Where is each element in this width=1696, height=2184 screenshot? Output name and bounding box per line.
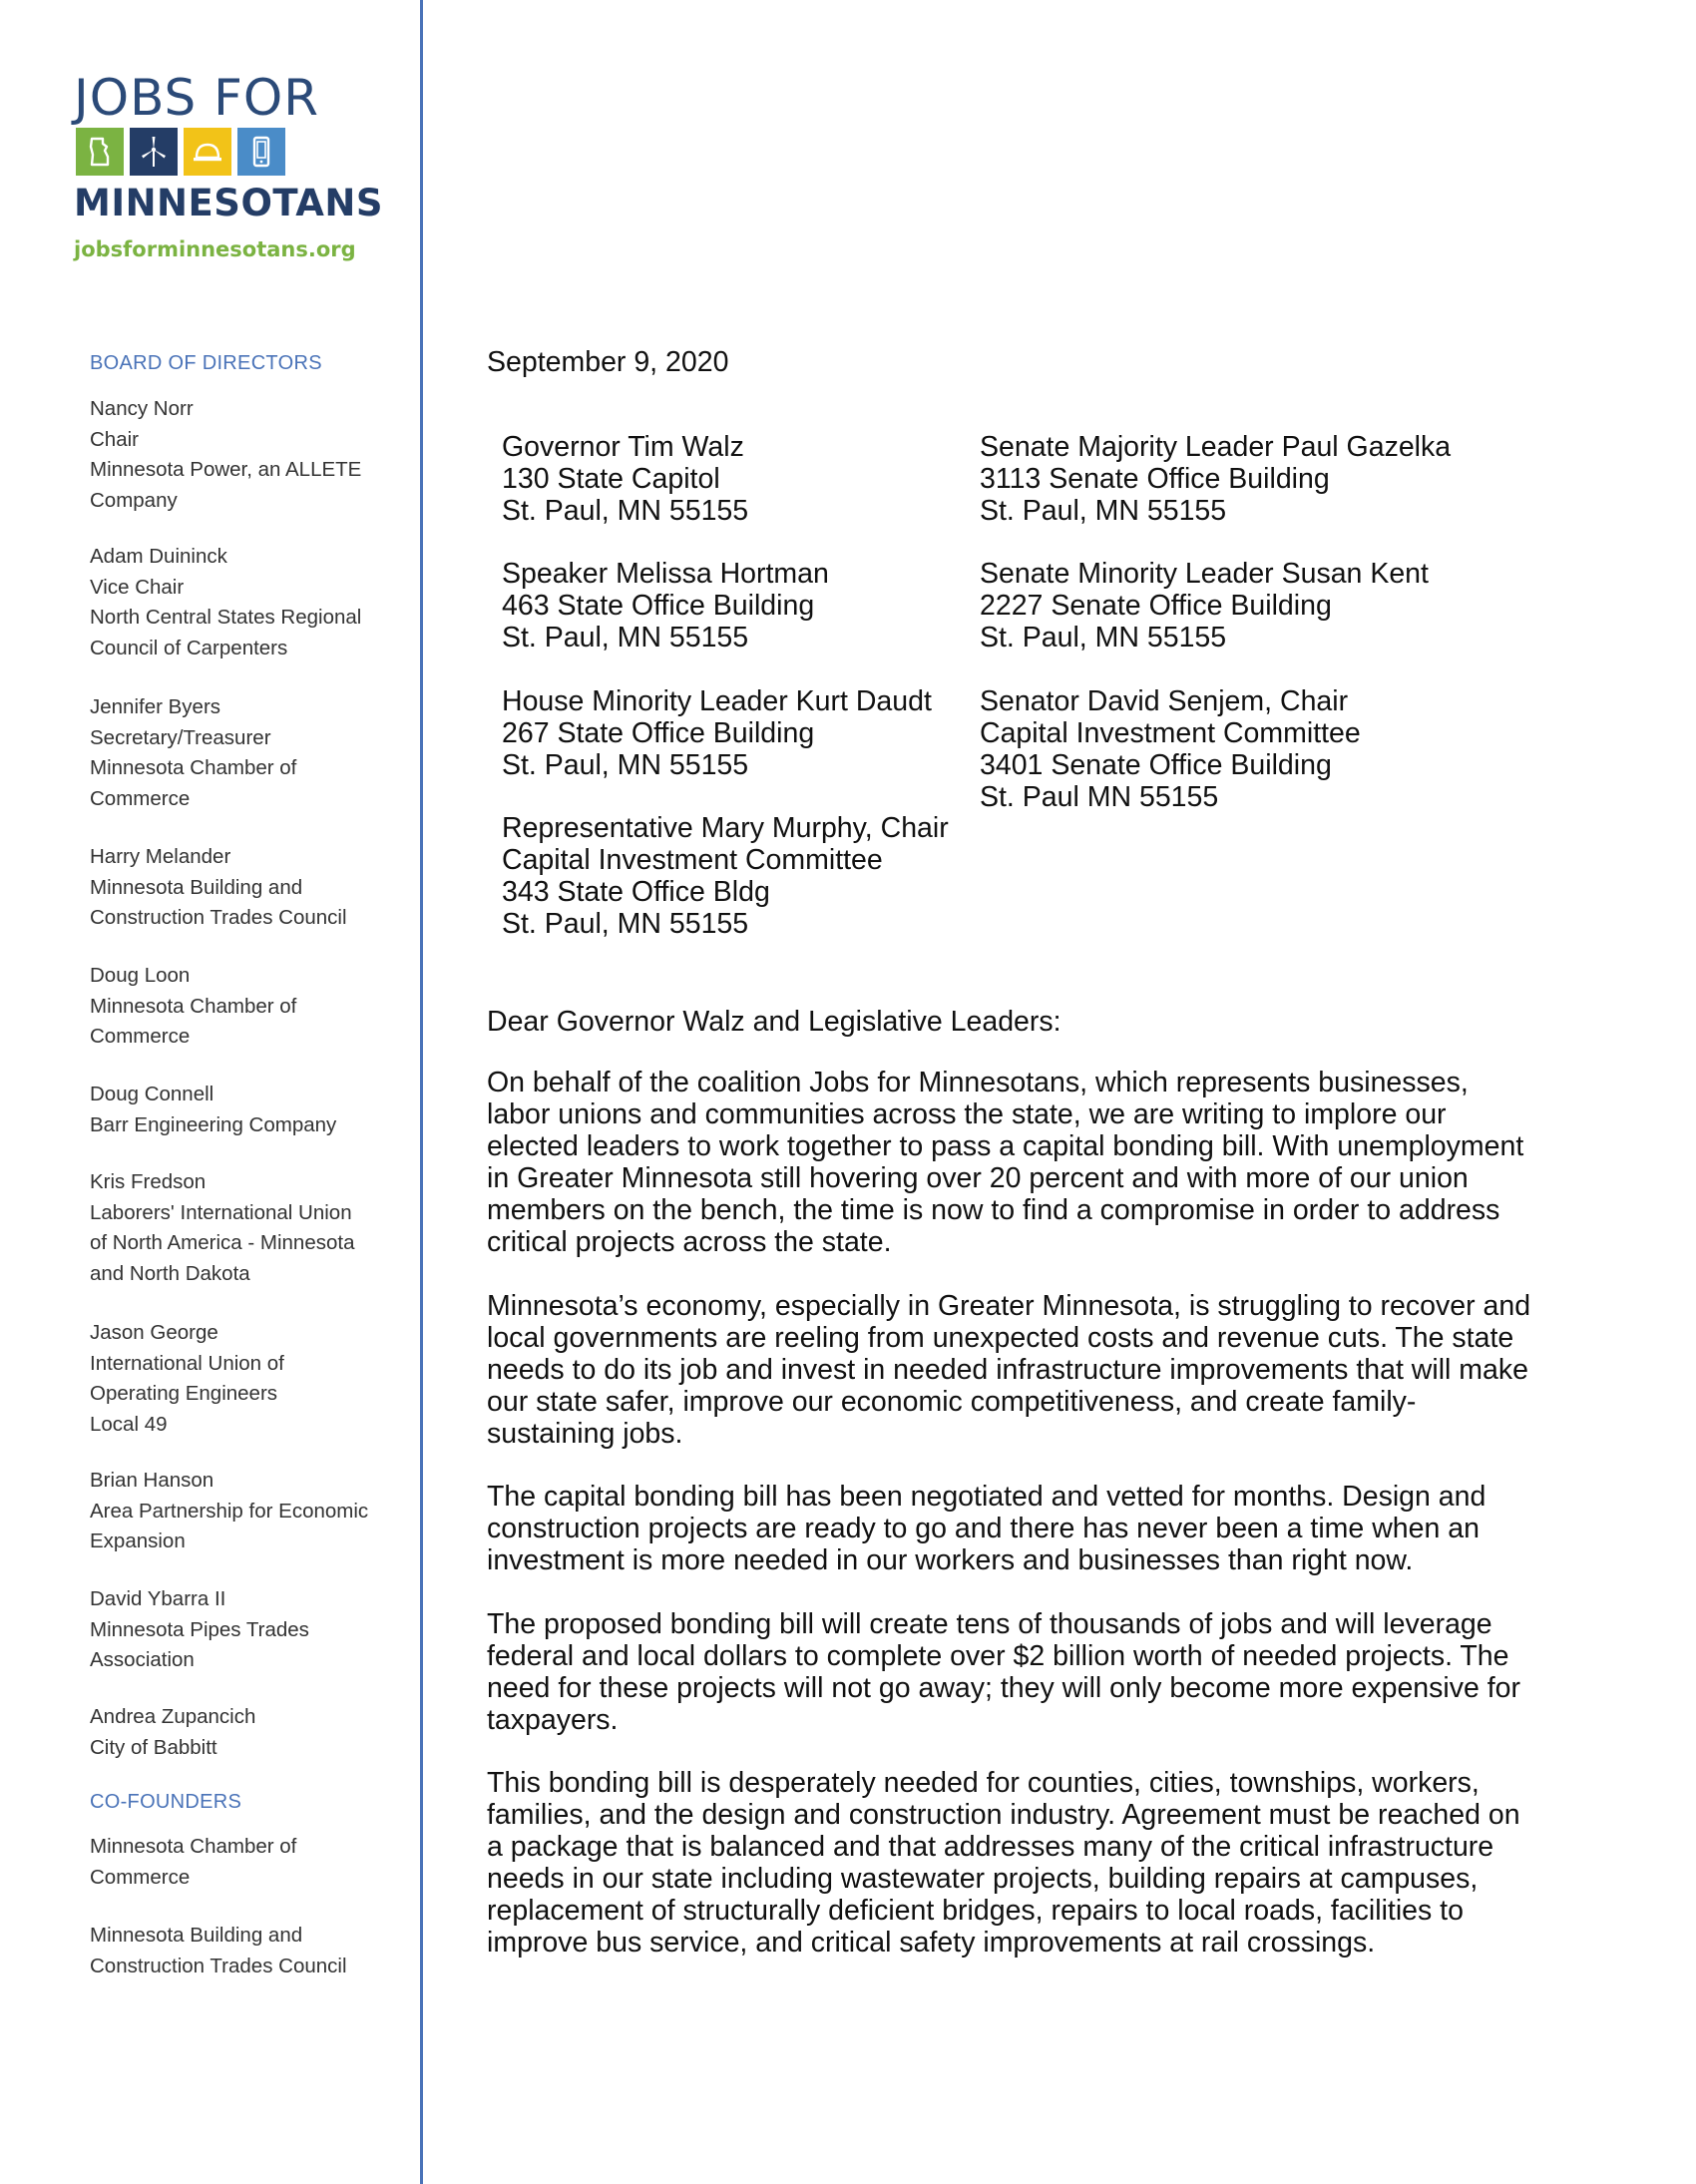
- cofounder: Minnesota Chamber of Commerce: [90, 1835, 297, 1889]
- board-member: Nancy Norr Chair Minnesota Power, an ALLETE Company: [90, 397, 362, 512]
- logo-tiles: [76, 128, 353, 176]
- mobile-phone-icon: [237, 128, 285, 176]
- address-block: Governor Tim Walz 130 State Capitol St. Paul, MN 55155: [502, 431, 749, 527]
- cofounder: Minnesota Building and Construction Trades Council: [90, 1924, 347, 1977]
- board-member: Doug Loon Minnesota Chamber of Commerce: [90, 964, 297, 1049]
- body-paragraph: The proposed bonding bill will create tens of thousands of jobs and will leverage federal and local dollars to complete over $2 billion worth of needed projects. The need for these projects will not go away; they will only become more expensive for taxpayers.: [487, 1608, 1521, 1736]
- address-block: Speaker Melissa Hortman 463 State Office Building St. Paul, MN 55155: [502, 558, 829, 654]
- body-paragraph: Minnesota’s economy, especially in Greater Minnesota, is struggling to recover and local governments are reeling from unexpected costs and revenue cuts. The state needs to do its job and invest in needed infrastructure improvements that will make our state safer, improve our economic competitiveness, and create family- sustaining jobs.: [487, 1290, 1531, 1450]
- address-block: Senate Minority Leader Susan Kent 2227 Senate Office Building St. Paul, MN 55155: [980, 558, 1429, 654]
- board-member: Jason George International Union of Operating Engineers Local 49: [90, 1321, 284, 1436]
- salutation: Dear Governor Walz and Legislative Leaders:: [487, 1006, 1061, 1038]
- cofounders-heading: CO-FOUNDERS: [90, 1791, 242, 1813]
- letter-date: September 9, 2020: [487, 346, 729, 378]
- wind-turbine-icon: [130, 128, 178, 176]
- board-member: Harry Melander Minnesota Building and Construction Trades Council: [90, 845, 347, 930]
- jobs-for-minnesotans-logo: [74, 69, 384, 261]
- minnesota-state-icon: [76, 128, 124, 176]
- body-paragraph: On behalf of the coalition Jobs for Minnesotans, which represents businesses, labor unions and communities across the state, we are writing to implore our elected leaders to work together to pass a capital bonding bill. With unemployment in Greater Minnesota still hovering over 20 percent and with more of our union members on the bench, the time is now to find a compromise in order to address critical projects across the state.: [487, 1067, 1524, 1258]
- board-member: Andrea Zupancich City of Babbitt: [90, 1705, 256, 1759]
- hard-hat-icon: [184, 128, 231, 176]
- address-block: Senator David Senjem, Chair Capital Investment Committee 3401 Senate Office Building St. Paul MN 55155: [980, 685, 1361, 813]
- board-member: Brian Hanson Area Partnership for Economic Expansion: [90, 1469, 369, 1553]
- address-block: Senate Majority Leader Paul Gazelka 3113 Senate Office Building St. Paul, MN 55155: [980, 431, 1452, 527]
- body-paragraph: This bonding bill is desperately needed for counties, cities, townships, workers, families, and the design and construction industry. Agreement must be reached on a package that is balanced and that addresses many of the critical infrastructure needs in our state including wastewater projects, building repairs at campuses, replacement of structurally deficient bridges, repairs to local roads, facilities to improve bus service, and critical safety improvements at rail crossings.: [487, 1767, 1520, 1959]
- logo-line1: JOBS FOR: [74, 69, 320, 127]
- logo-line2: MINNESOTANS: [74, 182, 384, 224]
- address-block: House Minority Leader Kurt Daudt 267 State Office Building St. Paul, MN 55155: [502, 685, 932, 781]
- body-paragraph: The capital bonding bill has been negotiated and vetted for months. Design and construction projects are ready to go and there has never been a time when an investment is more needed in our workers and businesses than right now.: [487, 1481, 1486, 1576]
- board-member: Adam Duininck Vice Chair North Central States Regional Council of Carpenters: [90, 545, 362, 659]
- letter-body: [487, 0, 1654, 2184]
- board-member: David Ybarra II Minnesota Pipes Trades Association: [90, 1587, 309, 1672]
- board-member: Jennifer Byers Secretary/Treasurer Minnesota Chamber of Commerce: [90, 695, 297, 810]
- letterhead-sidebar: [0, 0, 421, 2184]
- address-block: Representative Mary Murphy, Chair Capital Investment Committee 343 State Office Bldg St. Paul, MN 55155: [502, 812, 949, 940]
- website-url: jobsforminnesotans.org: [74, 237, 356, 261]
- board-member: Kris Fredson Laborers' International Union of North America - Minnesota and North Dakota: [90, 1170, 355, 1285]
- board-heading: BOARD OF DIRECTORS: [90, 352, 322, 374]
- sidebar-divider: [420, 0, 423, 2184]
- board-member: Doug Connell Barr Engineering Company: [90, 1083, 337, 1136]
